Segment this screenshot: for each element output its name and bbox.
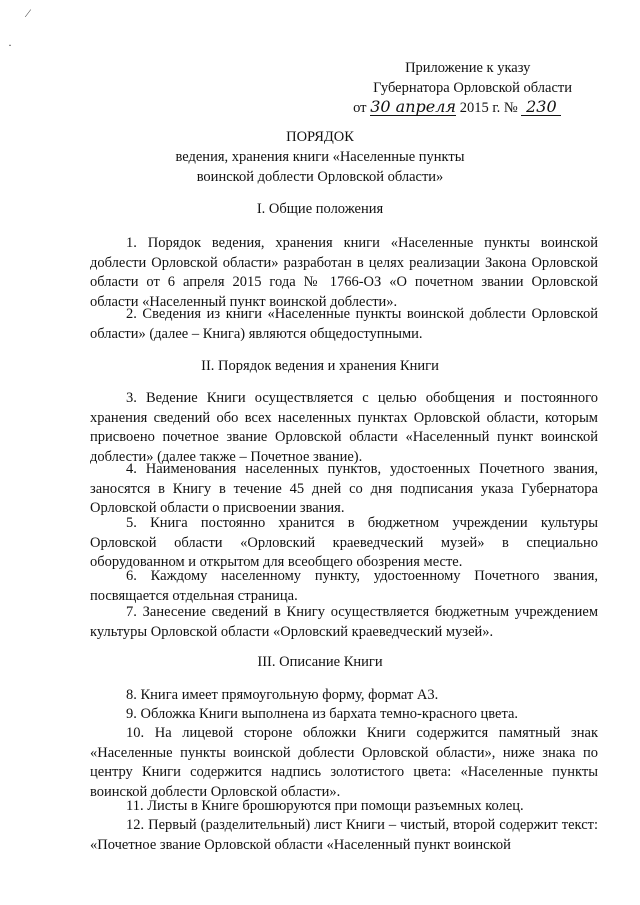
- appendix-date-line: [353, 98, 572, 118]
- section-heading-2: II. Порядок ведения и хранения Книги: [201, 358, 439, 374]
- paragraph-11: 11. Листы в Книге брошюруются при помощи разъемных колец.: [126, 798, 524, 814]
- title-heading: ПОРЯДОК: [286, 129, 354, 145]
- document-title: [0, 127, 640, 187]
- scan-dot: ·: [8, 38, 12, 52]
- appendix-line-2: Губернатора Орловской области: [373, 80, 572, 96]
- paragraph-4: 4. Наименования населенных пунктов, удостоенных Почетного звания, заносятся в Книгу в течение 45 дней со дня подписания указа Губернатора Орловской области о присвоении звания.: [90, 461, 598, 516]
- paragraph-7: 7. Занесение сведений в Книгу осуществляется бюджетным учреждением культуры Орловской области «Орловский краеведческий музей».: [90, 604, 598, 640]
- appendix-line-1: Приложение к указу: [405, 60, 531, 76]
- paragraph-3: 3. Ведение Книги осуществляется с целью обобщения и постоянного хранения сведений обо всех населенных пунктах Орловской области, которым присвоено почетное звание Орловской области «Населенный пункт воинской доблести» (далее также – Почетное звание).: [90, 390, 598, 465]
- paragraph-2: 2. Сведения из книги «Населенные пункты воинской доблести Орловской области» (далее – Книга) являются общедоступными.: [90, 306, 598, 342]
- paragraph-1: 1. Порядок ведения, хранения книги «Населенные пункты воинской доблести Орловской области» разработан в целях реализации Закона Орловской области от 6 апреля 2015 года № 1766-ОЗ «О почетном звании Орловской области «Населенный пункт воинской доблести».: [90, 235, 598, 310]
- scan-mark: ⁄: [27, 6, 30, 20]
- paragraph-10: 10. На лицевой стороне обложки Книги содержится памятный знак «Населенные пункты воинской доблести Орловской области», ниже знака по центру Книги содержится надпись золотистого цвета: «Населенные пункты воинской доблести Орловской области».: [90, 725, 598, 800]
- date-prefix: от: [353, 100, 367, 116]
- title-line-2: воинской доблести Орловской области»: [196, 169, 444, 185]
- paragraph-6: 6. Каждому населенному пункту, удостоенному Почетного звания, посвящается отдельная страница.: [90, 568, 598, 604]
- section-heading-3: III. Описание Книги: [257, 654, 383, 670]
- handwritten-number: 230: [521, 99, 561, 116]
- title-line-1: ведения, хранения книги «Населенные пункты: [175, 149, 465, 165]
- year-text: 2015 г. №: [459, 100, 518, 116]
- section-heading-1: I. Общие положения: [256, 201, 384, 217]
- paragraph-9: 9. Обложка Книги выполнена из бархата темно-красного цвета.: [126, 706, 519, 722]
- handwritten-date: 30 апреля: [370, 97, 456, 116]
- paragraph-5: 5. Книга постоянно хранится в бюджетном учреждении культуры Орловской области «Орловский краеведческий музей» в специально оборудованном и открытом для всеобщего обозрения месте.: [90, 515, 598, 570]
- paragraph-8: 8. Книга имеет прямоугольную форму, формат А3.: [126, 687, 439, 703]
- appendix-header: [353, 58, 572, 118]
- paragraph-12: 12. Первый (разделительный) лист Книги – чистый, второй содержит текст: «Почетное звание Орловской области «Населенный пункт воинской: [90, 817, 598, 853]
